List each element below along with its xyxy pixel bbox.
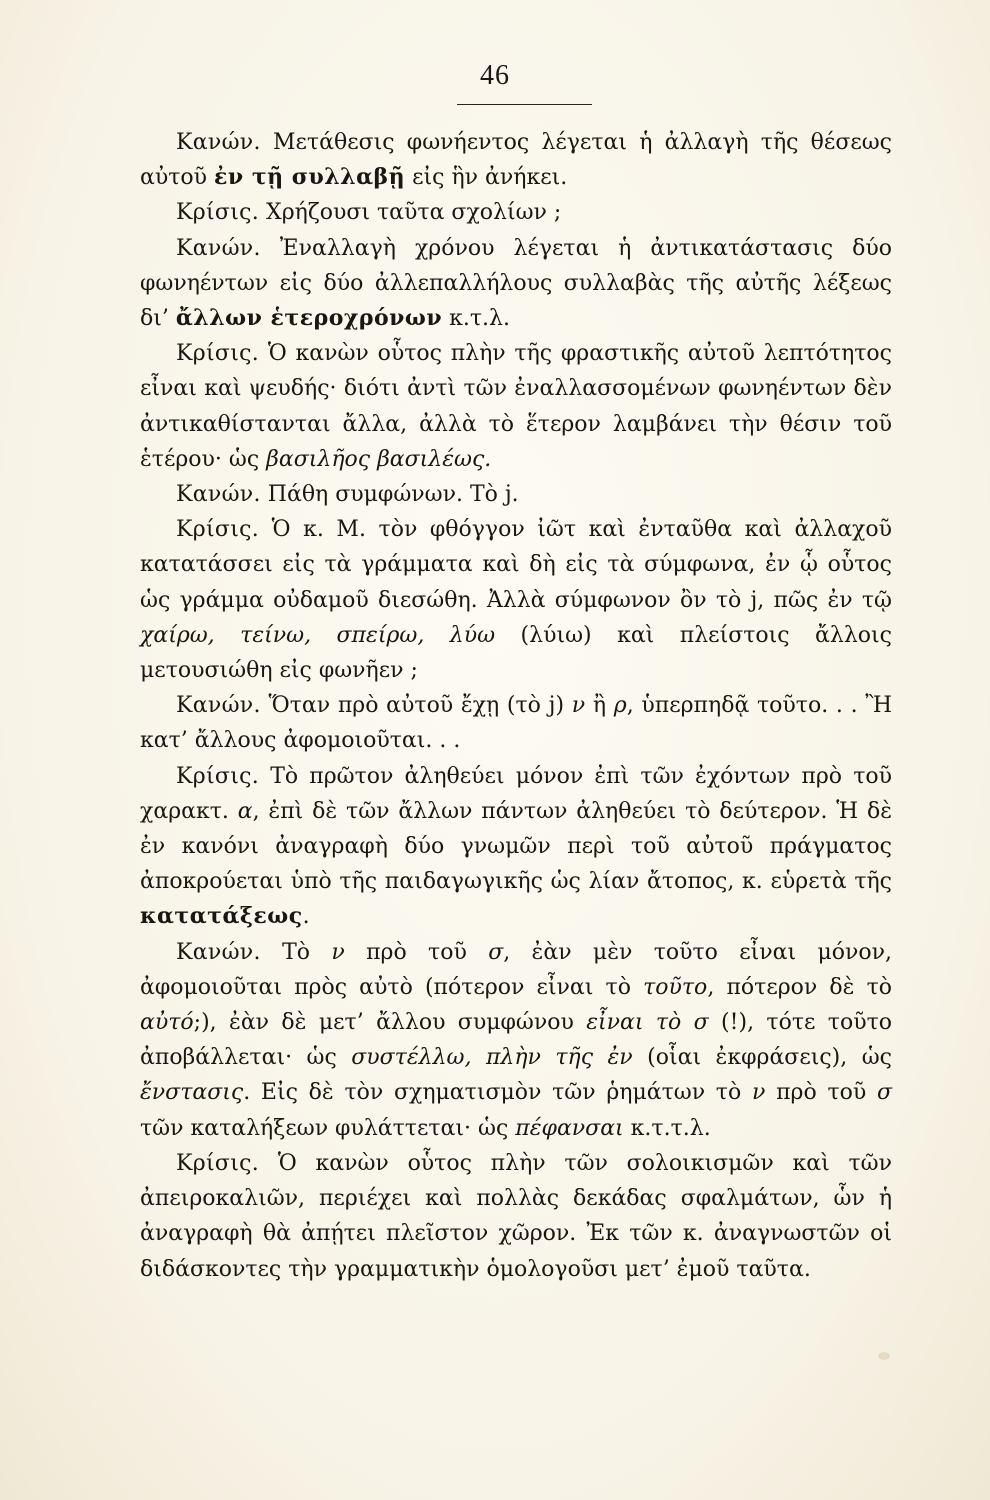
text-run: κ.τ.λ.	[442, 306, 510, 332]
paragraph	[140, 336, 892, 477]
text-run: εἰς ἣν ἀνήκει.	[405, 165, 568, 191]
paragraph-label: Κανών.	[176, 482, 261, 508]
paragraph-label: Κρίσις.	[176, 1150, 260, 1176]
paragraph-label: Κανών.	[176, 130, 261, 155]
text-run: ἢ	[585, 693, 614, 719]
paragraph-label: Κανών.	[176, 939, 261, 965]
text-run: Χρήζουσι ταῦτα σχολίων ;	[259, 200, 562, 226]
text-run: (λύιω) καὶ πλείστοις ἄλλοις μετουσιώθη εἰς φωνῆεν ;	[140, 622, 892, 684]
text-run: , ἐπὶ δὲ τῶν ἄλλων πάντων ἀληθεύει τὸ δεύτερον. Ἡ δὲ ἐν κανόνι ἀναγραφὴ δύο γνωμῶν περὶ τοῦ αὐτοῦ πράγματος ἀποκρούεται ὑπὸ τῆς παιδαγωγικῆς ὡς λίαν ἄτοπος, κ. εὑρετὰ τῆς	[140, 798, 893, 895]
text-run: , ἐὰν μὲν τοῦτο εἶναι μόνον, ἀφομοιοῦται πρὸς αὐτὸ (πότερον εἶναι τὸ	[140, 939, 893, 1000]
bold-text-run: κατατάξεως	[140, 903, 303, 930]
text-run: , ὑπερπηδᾷ τοῦτο. . . Ἢ κατ’ ἄλλους ἀφομοιοῦται. . .	[140, 693, 892, 754]
italic-text-run: αὐτό	[140, 1010, 194, 1036]
italic-text-run: ν	[571, 693, 586, 719]
italic-text-run: βασιλῆος βασιλέως.	[266, 446, 492, 472]
paragraph-label: Κανών.	[176, 235, 261, 261]
paragraph	[140, 688, 892, 758]
paragraph	[140, 759, 892, 935]
text-run: . Εἰς δὲ τὸν σχηματισμὸν τῶν ῥημάτων τὸ	[243, 1080, 752, 1106]
text-run: (!), τότε τοῦτο ἀποβάλλεται· ὡς	[140, 1010, 892, 1071]
italic-text-run: ἔνστασις	[140, 1080, 244, 1106]
italic-text-run: ν	[331, 939, 345, 965]
paragraph-label: Κανών.	[176, 693, 261, 719]
paragraph-label: Κρίσις.	[176, 763, 260, 789]
paragraph	[140, 231, 892, 337]
text-run: Ὁ κανὼν οὗτος πλὴν τῶν σολοικισμῶν καὶ τῶν ἀπειροκαλιῶν, περιέχει καὶ πολλὰς δεκάδας σφαλμάτων, ὧν ἡ ἀναγραφὴ θὰ ἀπῄτει πλεῖστον χῶρον. Ἐκ τῶν κ. ἀναγνωστῶν οἱ διδάσκοντες τὴν γραμματικὴν ὁμολογοῦσι μετ’ ἐμοῦ ταῦτα.	[140, 1150, 892, 1282]
italic-text-run: σ	[488, 939, 504, 965]
paragraph-label: Κρίσις.	[176, 517, 260, 543]
text-run: (οἷαι ἐκφράσεις), ὡς	[632, 1045, 892, 1071]
bold-text-run: ἄλλων ἑτεροχρόνων	[175, 305, 443, 332]
text-run: ;), ἐὰν δὲ μετ’ ἄλλου συμφώνου	[193, 1010, 587, 1036]
text-body	[140, 125, 892, 1287]
paragraph-label: Κρίσις.	[176, 341, 260, 367]
text-run: Ἐναλλαγὴ χρόνου λέγεται ἡ ἀντικατάστασις δύο φωνηέντων εἰς δύο ἀλλεπαλλήλους συλλαβὰς τῆς αὐτῆς λέξεως δι’	[140, 235, 892, 332]
text-run: κ.τ.τ.λ.	[623, 1115, 711, 1141]
paragraph	[140, 195, 892, 230]
italic-text-run: ν	[751, 1080, 766, 1106]
text-run: Τὸ	[260, 939, 332, 965]
page-header	[0, 60, 990, 92]
italic-text-run: συστέλλω, πλὴν τῆς ἐν	[351, 1045, 633, 1071]
page-number: 46	[480, 60, 510, 91]
text-run: .	[302, 904, 310, 930]
text-run: πρὸ τοῦ	[344, 939, 489, 965]
italic-text-run: τοῦτο	[643, 974, 708, 1000]
paper-stain	[878, 1352, 890, 1360]
text-run: , πότερον δὲ τὸ	[707, 974, 893, 1000]
paragraph	[140, 1146, 892, 1287]
text-run: Ὅταν πρὸ αὐτοῦ ἔχῃ (τὸ j)	[260, 693, 572, 719]
paragraph-label: Κρίσις.	[176, 200, 260, 226]
text-run: πρὸ τοῦ	[765, 1080, 877, 1106]
paragraph	[140, 125, 892, 195]
italic-text-run: εἶναι τὸ σ	[586, 1010, 709, 1036]
bold-text-run: ἐν τῇ συλλαβῇ	[214, 164, 406, 191]
text-run: Ὁ κανὼν οὗτος πλὴν τῆς φραστικῆς αὐτοῦ λεπτότητος εἶναι καὶ ψευδής· διότι ἀντὶ τῶν ἐναλλασσομένων φωνηέντων δὲν ἀντικαθίστανται ἄλλα, ἀλλὰ τὸ ἕτερον λαμβάνει τὴν θέσιν τοῦ ἑτέρου· ὡς	[140, 341, 892, 472]
paragraph	[140, 512, 892, 688]
paragraph	[140, 935, 892, 1146]
italic-text-run: α	[237, 798, 253, 824]
italic-text-run: πέφανσαι	[515, 1115, 624, 1141]
text-run: τῶν καταλήξεων φυλάττεται· ὡς	[140, 1115, 516, 1141]
text-run: Πάθη συμφώνων. Τὸ j.	[260, 482, 519, 508]
header-rule	[457, 104, 592, 105]
italic-text-run: ρ	[613, 693, 627, 719]
paragraph	[140, 477, 892, 512]
text-run: Ὁ κ. Μ. τὸν φθόγγον ἰῶτ καὶ ἐνταῦθα καὶ ἀλλαχοῦ κατατάσσει εἰς τὰ γράμματα καὶ δὴ εἰς τὰ σύμφωνα, ἐν ᾧ οὗτος ὡς γράμμα οὐδαμοῦ διεσώθη. Ἀλλὰ σύμφωνον ὂν τὸ j, πῶς ἐν τῷ	[140, 517, 892, 613]
italic-text-run: χαίρω, τείνω, σπείρω, λύω	[140, 622, 496, 648]
text-run: Μετάθεσις φωνήεντος λέγεται ἡ ἀλλαγὴ τῆς θέσεως αὐτοῦ	[140, 130, 892, 191]
text-run: Τὸ πρῶτον ἀληθεύει μόνον ἐπὶ τῶν ἐχόντων πρὸ τοῦ χαρακτ.	[140, 763, 892, 824]
italic-text-run: σ	[876, 1080, 892, 1106]
